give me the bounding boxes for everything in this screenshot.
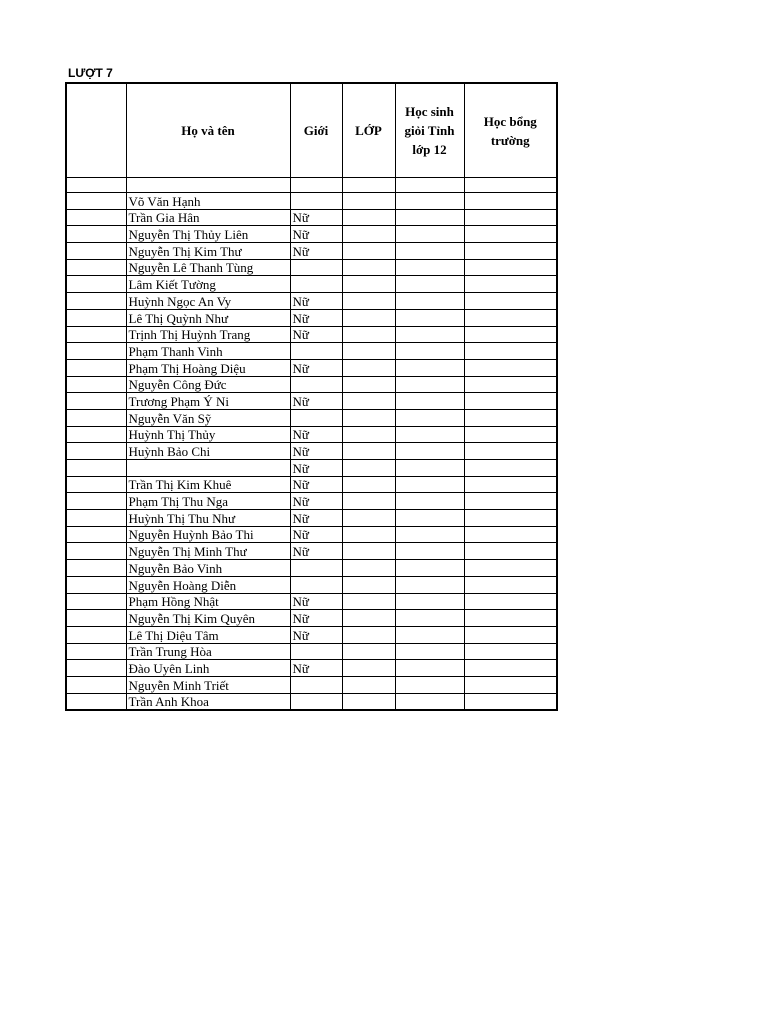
cell-gender: [290, 576, 342, 593]
table-row: [66, 493, 557, 510]
cell-scholarship: [464, 576, 557, 593]
cell-stt: [66, 178, 126, 193]
cell-name: Huỳnh Thị Thủy: [126, 426, 290, 443]
table-row: [66, 259, 557, 276]
cell-class: [342, 393, 395, 410]
header-hsg: Học sinh giỏi Tỉnh lớp 12: [395, 83, 464, 178]
cell-name: [126, 460, 290, 477]
cell-name: Nguyễn Hoàng Diễn: [126, 576, 290, 593]
table-row: [66, 209, 557, 226]
table-row: [66, 643, 557, 660]
cell-name: Lê Thị Diệu Tâm: [126, 626, 290, 643]
cell-hsg: [395, 676, 464, 693]
cell-stt: [66, 293, 126, 310]
header-name: Họ và tên: [126, 83, 290, 178]
cell-scholarship: [464, 259, 557, 276]
table-row: [66, 343, 557, 360]
cell-stt: [66, 393, 126, 410]
cell-gender: Nữ: [290, 309, 342, 326]
cell-gender: Nữ: [290, 243, 342, 260]
cell-class: [342, 409, 395, 426]
cell-scholarship: [464, 626, 557, 643]
cell-name: Lê Thị Quỳnh Như: [126, 309, 290, 326]
cell-stt: [66, 626, 126, 643]
table-row: [66, 560, 557, 577]
cell-scholarship: [464, 426, 557, 443]
table-row: [66, 443, 557, 460]
cell-scholarship: [464, 526, 557, 543]
cell-stt: [66, 460, 126, 477]
cell-hsg: [395, 526, 464, 543]
cell-gender: Nữ: [290, 460, 342, 477]
cell-hsg: [395, 593, 464, 610]
table-row: [66, 376, 557, 393]
cell-scholarship: [464, 693, 557, 710]
cell-hsg: [395, 560, 464, 577]
cell-hsg: [395, 293, 464, 310]
cell-scholarship: [464, 226, 557, 243]
cell-gender: Nữ: [290, 443, 342, 460]
cell-hsg: [395, 460, 464, 477]
cell-class: [342, 643, 395, 660]
cell-class: [342, 226, 395, 243]
table-row: [66, 676, 557, 693]
table-row: [66, 226, 557, 243]
cell-gender: [290, 178, 342, 193]
cell-hsg: [395, 626, 464, 643]
cell-hsg: [395, 426, 464, 443]
cell-name: Huỳnh Bảo Chi: [126, 443, 290, 460]
cell-name: Nguyễn Thị Thủy Liên: [126, 226, 290, 243]
cell-class: [342, 426, 395, 443]
cell-scholarship: [464, 643, 557, 660]
table-row: [66, 576, 557, 593]
cell-gender: Nữ: [290, 476, 342, 493]
cell-stt: [66, 326, 126, 343]
cell-stt: [66, 343, 126, 360]
cell-class: [342, 243, 395, 260]
cell-class: [342, 326, 395, 343]
cell-hsg: [395, 643, 464, 660]
cell-hsg: [395, 326, 464, 343]
cell-name: [126, 178, 290, 193]
table-row: [66, 243, 557, 260]
cell-stt: [66, 643, 126, 660]
cell-scholarship: [464, 193, 557, 210]
cell-hsg: [395, 359, 464, 376]
cell-name: Nguyễn Huỳnh Bảo Thi: [126, 526, 290, 543]
table-row: [66, 660, 557, 677]
cell-gender: [290, 643, 342, 660]
table-row: [66, 426, 557, 443]
cell-class: [342, 660, 395, 677]
cell-scholarship: [464, 209, 557, 226]
student-table: [65, 82, 558, 711]
cell-gender: Nữ: [290, 543, 342, 560]
cell-hsg: [395, 543, 464, 560]
cell-name: Huỳnh Thị Thu Như: [126, 510, 290, 527]
cell-gender: Nữ: [290, 626, 342, 643]
cell-gender: [290, 193, 342, 210]
cell-stt: [66, 426, 126, 443]
cell-stt: [66, 593, 126, 610]
cell-class: [342, 209, 395, 226]
cell-hsg: [395, 243, 464, 260]
cell-stt: [66, 526, 126, 543]
cell-scholarship: [464, 510, 557, 527]
cell-class: [342, 376, 395, 393]
cell-gender: Nữ: [290, 526, 342, 543]
cell-hsg: [395, 610, 464, 627]
cell-scholarship: [464, 660, 557, 677]
cell-gender: [290, 276, 342, 293]
cell-stt: [66, 409, 126, 426]
cell-stt: [66, 443, 126, 460]
cell-hsg: [395, 309, 464, 326]
cell-hsg: [395, 376, 464, 393]
cell-gender: [290, 376, 342, 393]
cell-scholarship: [464, 593, 557, 610]
cell-name: Đào Uyên Linh: [126, 660, 290, 677]
cell-name: Nguyễn Văn Sỹ: [126, 409, 290, 426]
cell-stt: [66, 476, 126, 493]
cell-scholarship: [464, 560, 557, 577]
cell-hsg: [395, 259, 464, 276]
table-row: [66, 476, 557, 493]
cell-class: [342, 460, 395, 477]
cell-name: Nguyễn Thị Kim Thư: [126, 243, 290, 260]
cell-stt: [66, 560, 126, 577]
cell-hsg: [395, 409, 464, 426]
cell-class: [342, 543, 395, 560]
table-row: [66, 626, 557, 643]
cell-class: [342, 560, 395, 577]
cell-hsg: [395, 178, 464, 193]
cell-class: [342, 178, 395, 193]
cell-name: Lâm Kiết Tường: [126, 276, 290, 293]
cell-stt: [66, 660, 126, 677]
cell-gender: Nữ: [290, 326, 342, 343]
cell-name: Võ Văn Hạnh: [126, 193, 290, 210]
cell-gender: Nữ: [290, 209, 342, 226]
cell-hsg: [395, 209, 464, 226]
cell-gender: Nữ: [290, 660, 342, 677]
cell-hsg: [395, 660, 464, 677]
cell-name: Phạm Thanh Vinh: [126, 343, 290, 360]
cell-hsg: [395, 193, 464, 210]
table-row: [66, 309, 557, 326]
cell-gender: Nữ: [290, 226, 342, 243]
table-row: [66, 359, 557, 376]
cell-class: [342, 676, 395, 693]
cell-stt: [66, 193, 126, 210]
cell-stt: [66, 359, 126, 376]
cell-stt: [66, 610, 126, 627]
cell-scholarship: [464, 493, 557, 510]
cell-class: [342, 276, 395, 293]
cell-name: Nguyễn Bảo Vinh: [126, 560, 290, 577]
cell-hsg: [395, 693, 464, 710]
table-row: [66, 610, 557, 627]
cell-class: [342, 343, 395, 360]
cell-class: [342, 693, 395, 710]
table-row: [66, 460, 557, 477]
cell-class: [342, 443, 395, 460]
table-row: [66, 276, 557, 293]
table-row: [66, 510, 557, 527]
cell-name: Trần Thị Kim Khuê: [126, 476, 290, 493]
table-row: [66, 693, 557, 710]
sheet-title: LƯỢT 7: [68, 66, 113, 80]
cell-stt: [66, 693, 126, 710]
cell-name: Nguyễn Thị Kim Quyên: [126, 610, 290, 627]
cell-class: [342, 526, 395, 543]
cell-name: Nguyễn Công Đức: [126, 376, 290, 393]
cell-name: Phạm Thị Thu Nga: [126, 493, 290, 510]
cell-class: [342, 309, 395, 326]
cell-stt: [66, 493, 126, 510]
cell-scholarship: [464, 443, 557, 460]
cell-hsg: [395, 476, 464, 493]
cell-gender: Nữ: [290, 510, 342, 527]
cell-scholarship: [464, 393, 557, 410]
header-gender: Giới: [290, 83, 342, 178]
cell-hsg: [395, 393, 464, 410]
cell-gender: Nữ: [290, 593, 342, 610]
cell-gender: [290, 676, 342, 693]
cell-scholarship: [464, 293, 557, 310]
table-row: [66, 543, 557, 560]
cell-gender: Nữ: [290, 426, 342, 443]
cell-scholarship: [464, 326, 557, 343]
cell-gender: [290, 259, 342, 276]
cell-gender: Nữ: [290, 393, 342, 410]
cell-stt: [66, 226, 126, 243]
cell-gender: Nữ: [290, 293, 342, 310]
cell-stt: [66, 259, 126, 276]
table-row: [66, 178, 557, 193]
cell-scholarship: [464, 610, 557, 627]
cell-name: Huỳnh Ngọc An Vy: [126, 293, 290, 310]
cell-hsg: [395, 276, 464, 293]
cell-class: [342, 576, 395, 593]
cell-name: Phạm Hồng Nhật: [126, 593, 290, 610]
cell-stt: [66, 309, 126, 326]
cell-name: Phạm Thị Hoàng Diệu: [126, 359, 290, 376]
cell-stt: [66, 543, 126, 560]
table-row: [66, 593, 557, 610]
cell-scholarship: [464, 359, 557, 376]
cell-name: Nguyễn Thị Minh Thư: [126, 543, 290, 560]
cell-stt: [66, 243, 126, 260]
cell-gender: Nữ: [290, 610, 342, 627]
cell-scholarship: [464, 376, 557, 393]
cell-class: [342, 510, 395, 527]
cell-gender: [290, 560, 342, 577]
cell-gender: [290, 409, 342, 426]
header-class: LỚP: [342, 83, 395, 178]
cell-scholarship: [464, 178, 557, 193]
cell-class: [342, 626, 395, 643]
header-row: [66, 83, 557, 178]
cell-name: Nguyễn Lê Thanh Tùng: [126, 259, 290, 276]
cell-scholarship: [464, 276, 557, 293]
cell-scholarship: [464, 460, 557, 477]
cell-class: [342, 610, 395, 627]
cell-class: [342, 493, 395, 510]
cell-name: Trịnh Thị Huỳnh Trang: [126, 326, 290, 343]
table-row: [66, 526, 557, 543]
cell-class: [342, 359, 395, 376]
cell-hsg: [395, 493, 464, 510]
cell-scholarship: [464, 543, 557, 560]
cell-hsg: [395, 510, 464, 527]
cell-stt: [66, 510, 126, 527]
cell-class: [342, 259, 395, 276]
cell-stt: [66, 209, 126, 226]
cell-class: [342, 476, 395, 493]
cell-gender: [290, 693, 342, 710]
cell-hsg: [395, 226, 464, 243]
cell-gender: Nữ: [290, 493, 342, 510]
cell-stt: [66, 576, 126, 593]
cell-hsg: [395, 343, 464, 360]
cell-gender: Nữ: [290, 359, 342, 376]
table-row: [66, 193, 557, 210]
cell-gender: [290, 343, 342, 360]
cell-class: [342, 593, 395, 610]
header-scholarship: Học bổng trường: [464, 83, 557, 178]
header-stt: [66, 83, 126, 178]
table-row: [66, 393, 557, 410]
table-body: [66, 178, 557, 711]
table-row: [66, 409, 557, 426]
cell-scholarship: [464, 343, 557, 360]
cell-scholarship: [464, 476, 557, 493]
cell-name: Trần Trung Hòa: [126, 643, 290, 660]
cell-hsg: [395, 576, 464, 593]
table-row: [66, 326, 557, 343]
cell-hsg: [395, 443, 464, 460]
cell-scholarship: [464, 309, 557, 326]
cell-stt: [66, 676, 126, 693]
cell-stt: [66, 376, 126, 393]
cell-stt: [66, 276, 126, 293]
cell-name: Trần Gia Hân: [126, 209, 290, 226]
table-row: [66, 293, 557, 310]
cell-scholarship: [464, 409, 557, 426]
cell-name: Nguyễn Minh Triết: [126, 676, 290, 693]
cell-name: Trương Phạm Ý Ni: [126, 393, 290, 410]
cell-scholarship: [464, 243, 557, 260]
cell-name: Trần Anh Khoa: [126, 693, 290, 710]
cell-scholarship: [464, 676, 557, 693]
cell-class: [342, 193, 395, 210]
cell-class: [342, 293, 395, 310]
